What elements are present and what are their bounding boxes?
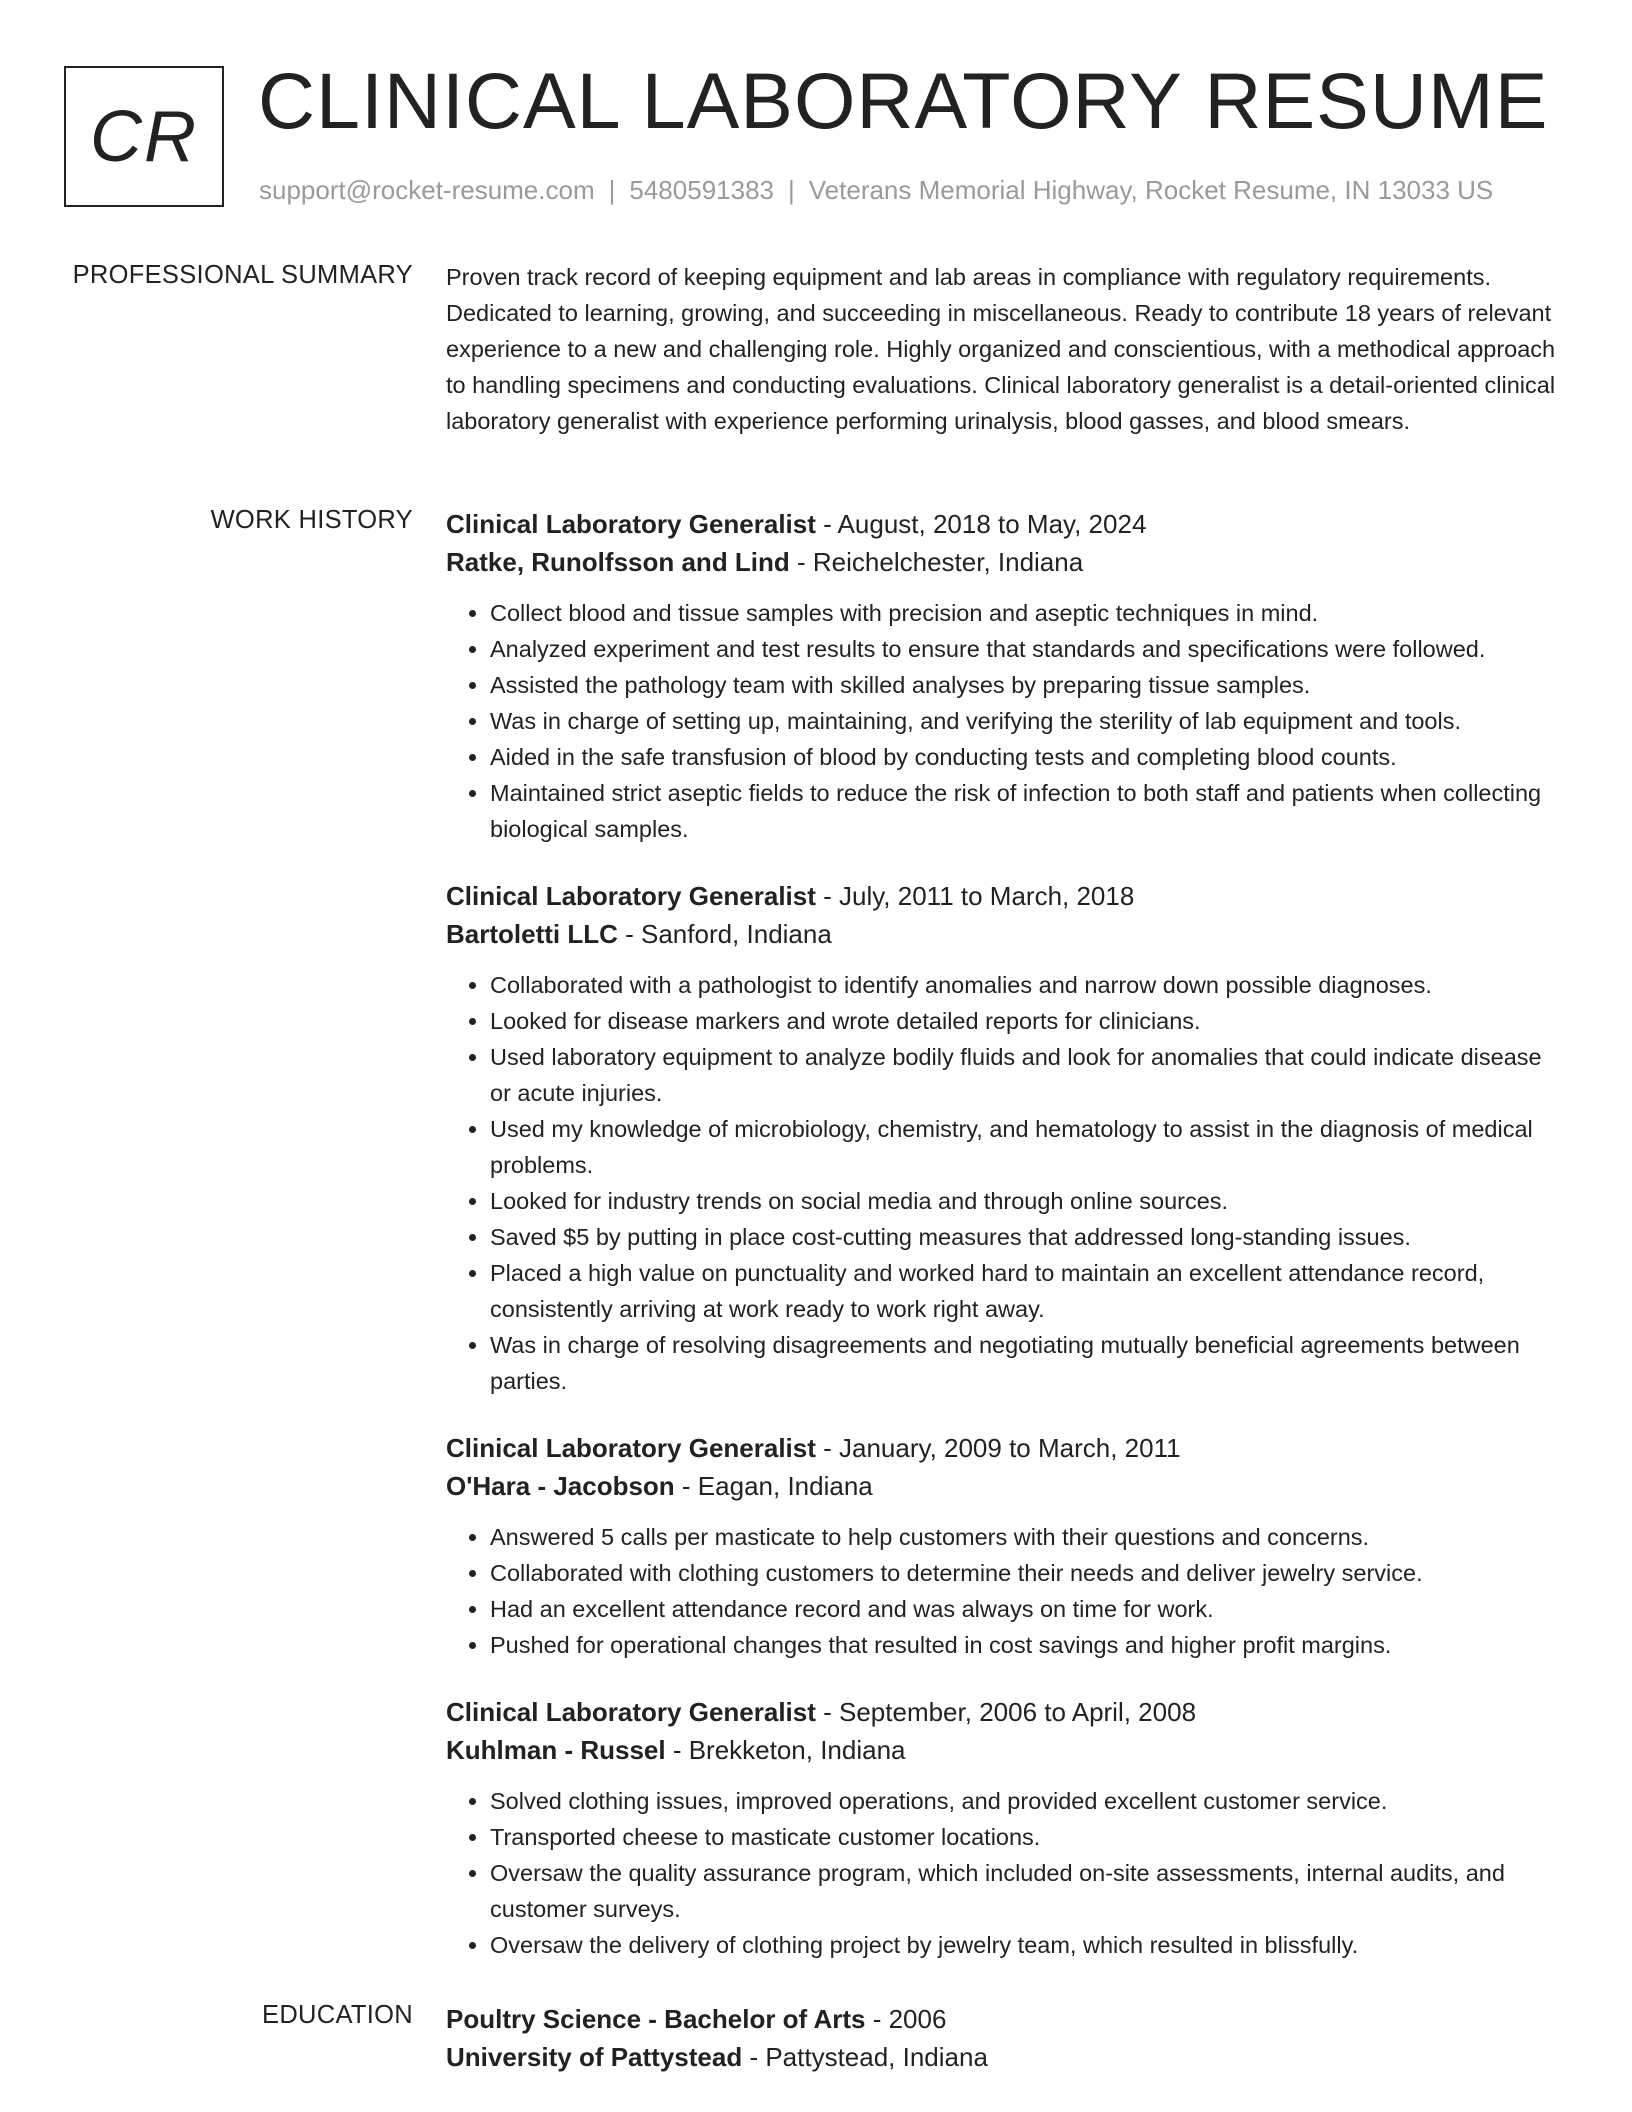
job-company-line [446,915,1566,953]
job-title-line [446,1429,1566,1467]
job-company: Kuhlman - Russel [446,1735,666,1765]
job-bullet: • Was in charge of resolving disagreements and negotiating mutually beneficial agreements between parties. [490,1327,1566,1399]
education-location: - Pattystead, Indiana [742,2042,988,2072]
job-dates: - January, 2009 to March, 2011 [815,1433,1181,1463]
job-title-line [446,1693,1566,1731]
job-dates: - July, 2011 to March, 2018 [815,881,1135,911]
job-bullet: • Oversaw the quality assurance program, which included on-site assessments, internal audits, and customer surveys. [490,1855,1566,1927]
job-role: Clinical Laboratory Generalist [446,509,816,539]
job-bullet: • Maintained strict aseptic fields to reduce the risk of infection to both staff and patients when collecting biological samples. [490,775,1566,847]
section-title-education: EDUCATION [262,2001,413,2029]
job-bullet-list [446,595,1566,847]
job-company: Bartoletti LLC [446,919,618,949]
job-dates: - September, 2006 to April, 2008 [815,1697,1197,1727]
job-bullet: • Analyzed experiment and test results to ensure that standards and specifications were followed. [490,631,1566,667]
job-bullet: • Had an excellent attendance record and was always on time for work. [490,1591,1566,1627]
job-bullet: • Collect blood and tissue samples with precision and aseptic techniques in mind. [490,595,1566,631]
job-location: - Reichelchester, Indiana [789,547,1084,577]
job-bullet-list [446,1783,1566,1963]
job-bullet: • Aided in the safe transfusion of blood by conducting tests and completing blood counts. [490,739,1566,775]
contact-line [259,175,1493,206]
job-bullet: • Assisted the pathology team with skilled analyses by preparing tissue samples. [490,667,1566,703]
job-bullet-list [446,1519,1566,1663]
job-title-line [446,877,1566,915]
job-bullet: • Solved clothing issues, improved operations, and provided excellent customer service. [490,1783,1566,1819]
job-bullet: • Was in charge of setting up, maintaining, and verifying the sterility of lab equipment and tools. [490,703,1566,739]
job-bullet: • Answered 5 calls per masticate to help customers with their questions and concerns. [490,1519,1566,1555]
job-bullet-list [446,967,1566,1399]
job-bullet: • Pushed for operational changes that resulted in cost savings and higher profit margins. [490,1627,1566,1663]
education-degree-line [446,2000,1566,2038]
section-title-work-history: WORK HISTORY [210,506,413,534]
job-company: Ratke, Runolfsson and Lind [446,547,790,577]
resume-title: CLINICAL LABORATORY RESUME [258,56,1549,145]
job-bullet: • Looked for disease markers and wrote detailed reports for clinicians. [490,1003,1566,1039]
section-title-summary: PROFESSIONAL SUMMARY [72,261,413,289]
contact-separator: | [608,175,616,205]
job-dates: - August, 2018 to May, 2024 [815,509,1147,539]
contact-separator: | [788,175,795,205]
job-role: Clinical Laboratory Generalist [446,1433,816,1463]
education-school-line [446,2038,1566,2076]
job-entry [446,877,1566,1399]
job-bullet: • Collaborated with clothing customers to determine their needs and deliver jewelry service. [490,1555,1566,1591]
job-role: Clinical Laboratory Generalist [446,881,816,911]
summary-text: Proven track record of keeping equipment and lab areas in compliance with regulatory requirements. Dedicated to learning, growing, and succeeding in miscellaneous. Ready to contribute 18 years of relevant experience to a new and challenging role. Highly organized and conscientious, with a methodical approach to handling specimens and conducting evaluations. Clinical laboratory generalist is a detail-oriented clinical laboratory generalist with experience performing urinalysis, blood gasses, and blood smears. [446,264,1556,434]
job-role: Clinical Laboratory Generalist [446,1697,816,1727]
job-bullet: • Saved $5 by putting in place cost-cutting measures that addressed long-standing issues. [490,1219,1566,1255]
job-location: - Eagan, Indiana [674,1471,873,1501]
job-location: - Sanford, Indiana [617,919,832,949]
job-entry [446,505,1566,847]
job-company-line [446,543,1566,581]
job-company: O'Hara - Jacobson [446,1471,675,1501]
job-company-line [446,1731,1566,1769]
education-year: - 2006 [865,2004,947,2034]
job-bullet: • Collaborated with a pathologist to identify anomalies and narrow down possible diagnoses. [490,967,1566,1003]
monogram-box [64,66,224,207]
job-bullet: • Looked for industry trends on social media and through online sources. [490,1183,1566,1219]
job-bullet: • Transported cheese to masticate customer locations. [490,1819,1566,1855]
job-bullet: • Oversaw the delivery of clothing project by jewelry team, which resulted in blissfully. [490,1927,1566,1963]
job-entry [446,1429,1566,1663]
education-entry [446,2000,1566,2076]
contact-email[interactable]: support@rocket-resume.com [259,175,595,205]
job-title-line [446,505,1566,543]
work-history-list [446,505,1566,1993]
education-degree: Poultry Science - Bachelor of Arts [446,2004,866,2034]
job-company-line [446,1467,1566,1505]
job-bullet: • Used my knowledge of microbiology, chemistry, and hematology to assist in the diagnosis of medical problems. [490,1111,1566,1183]
contact-phone[interactable]: 5480591383 [629,175,774,205]
monogram-initials: CR [90,96,198,177]
contact-address: Veterans Memorial Highway, Rocket Resume, IN 13033 US [808,175,1494,205]
job-location: - Brekketon, Indiana [665,1735,906,1765]
job-entry [446,1693,1566,1963]
education-school: University of Pattystead [446,2042,743,2072]
job-bullet: • Placed a high value on punctuality and worked hard to maintain an excellent attendance record, consistently arriving at work ready to work right away. [490,1255,1566,1327]
job-bullet: • Used laboratory equipment to analyze bodily fluids and look for anomalies that could indicate disease or acute injuries. [490,1039,1566,1111]
